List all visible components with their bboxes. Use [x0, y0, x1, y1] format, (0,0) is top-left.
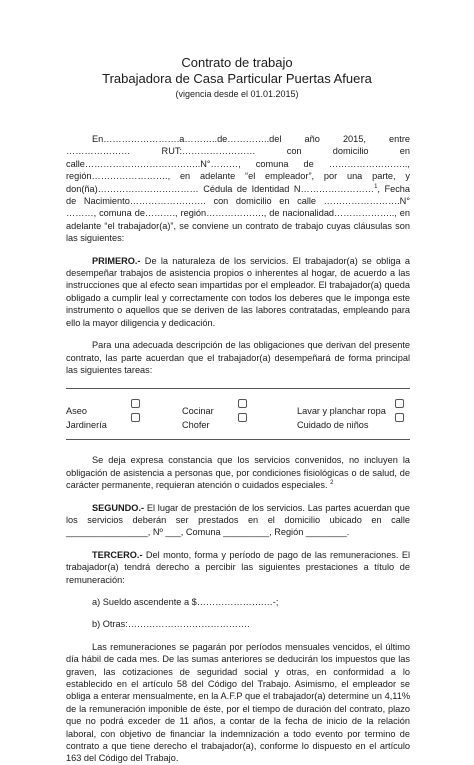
clause-segundo [66, 502, 410, 539]
clause-text: El lugar de prestación de los servicios. Las partes acuerdan que los servicios deberán ser prestados en el domicilio ubicado en calle ________________, Nº ___, Comuna _________, Región ________. [66, 502, 410, 538]
task-label: Jardinería [66, 420, 107, 431]
task-checkbox[interactable] [238, 399, 247, 408]
contract-body [66, 133, 410, 765]
clause-text: De la naturaleza de los servicios. El trabajador(a) se obliga a desempeñar trabajos de asistencia propios o inherentes al hogar, de acuerdo a las instrucciones que al efecto sean impartidas por el empleador. El trabajador(a) queda obligado a cumplir leal y correctamente con todos los deberes que le imponga este instrumento o aquellos que se deriven de las labores contratadas, empleando para ello la mayor diligencia y dedicación. [66, 255, 410, 328]
exclusion-paragraph [66, 454, 410, 491]
tasks-intro: Para una adecuada descripción de las obligaciones que derivan del presente contrato, las parte acuerdan que el trabajador(a) desempeñará de forma principal las siguientes tareas: [66, 340, 410, 375]
task-label: Chofer [182, 420, 210, 431]
salary-item: a) Sueldo ascendente a $………………….…-; [92, 596, 279, 607]
document-subtitle: Trabajadora de Casa Particular Puertas Afuera [102, 71, 372, 86]
footnote-ref-1: 1 [374, 183, 378, 190]
clause-label: TERCERO.- [92, 549, 143, 560]
intro-text-2: , Fecha de Nacimiento……………………. con domicilio en calle …………………….N° ………, comuna de………., región………………., de nacionalidad……………….., en adelante “el trabajador(a)”, se conviene un contrato de trabajo cuyas cláusulas son las siguientes: [66, 183, 411, 244]
clause-label: SEGUNDO.- [92, 502, 145, 513]
tasks-checklist [66, 388, 410, 440]
task-label: Cuidado de niños [297, 420, 369, 431]
clause-primero [66, 255, 410, 329]
task-checkbox[interactable] [395, 413, 404, 422]
clause-label: PRIMERO.- [92, 255, 141, 266]
exclusion-text: Se deja expresa constancia que los servicios convenidos, no incluyen la obligación de asistencia a personas que, por condiciones fisiológicas o de salud, de carácter permanente, requieran atención o cuidados especiales. [66, 455, 410, 491]
document-title: Contrato de trabajo [181, 55, 293, 70]
task-label: Cocinar [182, 406, 214, 417]
footnote-ref-2: 2 [330, 480, 334, 487]
intro-paragraph [66, 133, 410, 245]
clause-tercero [66, 549, 410, 586]
payment-paragraph: Las remuneraciones se pagarán por períodos mensuales vencidos, el último día hábil de cada mes. De las sumas anteriores se deducirán los impuestos que las graven, las cotizaciones de seguridad social y otras, en conformidad a lo establecido en el artículo 58 del Código del Trabajo. Asimismo, el empleador se obliga a enterar mensualmente, en la A.F.P que el trabajador(a) determine un 4,11% de la remuneración imponible de éste, por el tiempo de duración del contrato, plazo que no podrá exceder de 11 años, a contar de la fecha de inicio de la relación laboral, con objetivo de financiar la indemnización a todo evento por termino de contrato a que tiene derecho el trabajador(a), conforme lo dispuesto en el artículo 163 del Código del Trabajo. [66, 641, 410, 764]
task-checkbox[interactable] [131, 399, 140, 408]
task-checkbox[interactable] [131, 413, 140, 422]
task-checkbox[interactable] [238, 413, 247, 422]
task-label: Lavar y planchar ropa [297, 406, 386, 417]
other-item: b) Otras:…………………………………. [92, 619, 250, 630]
validity-note: (vigencia desde el 01.01.2015) [175, 89, 299, 99]
task-label: Aseo [66, 406, 87, 417]
task-checkbox[interactable] [395, 399, 404, 408]
intro-text-1: En…………………….a………..de…………..del año 2015, entre ………………… RUT:…………………… con domicilio en calle………………………………..N°………, comuna de …………………….., región……………………., en adelante “el empleador”, por una parte, y don(ña)…………………………… Cédula de Identidad N…………………… [66, 134, 410, 194]
document-header [0, 55, 474, 101]
clause-text: Del monto, forma y período de pago de las remuneraciones. El trabajador(a) tendrá derecho a percibir las siguientes prestaciones a título de remuneración: [66, 549, 410, 585]
